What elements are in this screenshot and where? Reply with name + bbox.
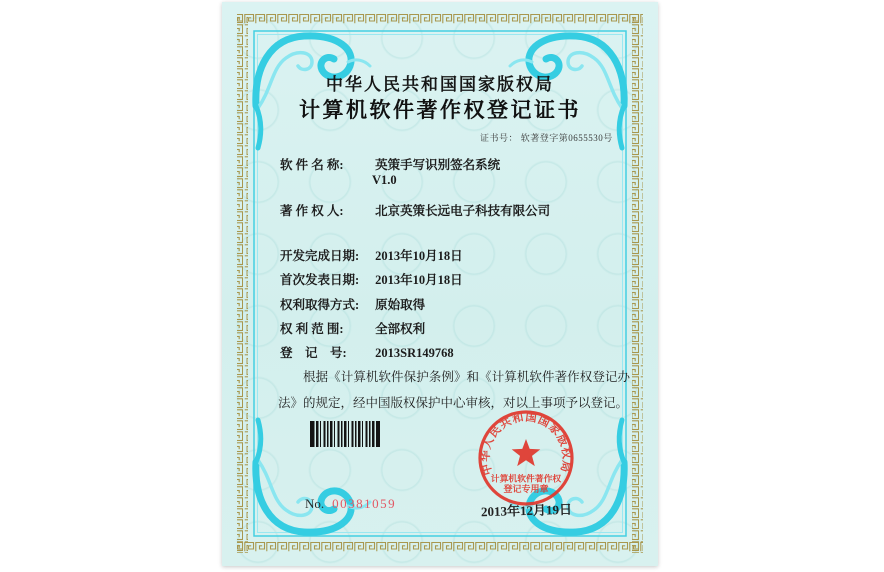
gold-border-top	[237, 14, 643, 25]
field-row-first-publish-date	[280, 270, 463, 288]
issue-date: 2013年12月19日	[480, 501, 573, 520]
field-row-rights-scope	[280, 319, 425, 337]
field-label: 著 作 权 人:	[280, 204, 344, 218]
field-row-software-name	[280, 155, 500, 173]
statement-paragraph: 根据《计算机软件保护条例》和《计算机软件著作权登记办法》的规定，经中国版权保护中心审核，对以上事项予以登记。	[278, 370, 630, 410]
issuer-title: 中华人民共和国国家版权局	[326, 75, 554, 94]
field-label: 权 利 范 围:	[280, 322, 344, 336]
barcode	[310, 421, 380, 447]
field-value: 2013年10月18日	[375, 273, 463, 287]
field-value: 2013SR149768	[375, 346, 454, 360]
serial-number: 00381059	[332, 496, 397, 511]
cert-number-line: 证书号： 软著登字第0655530号	[480, 133, 613, 143]
serial-label: No.	[305, 496, 325, 511]
seal-ring-text: 中华人民共和国国家版权局	[479, 411, 573, 477]
certificate-document	[222, 2, 658, 566]
serial-number-line	[305, 496, 396, 512]
seal-line2: 登记专用章	[503, 484, 549, 494]
field-label: 登 记 号:	[280, 346, 347, 360]
field-label: 权利取得方式:	[280, 298, 360, 312]
field-value: 2013年10月18日	[375, 249, 463, 263]
field-label: 首次发表日期:	[280, 273, 360, 287]
field-row-rights-acquisition	[280, 295, 425, 313]
field-value: 北京英策长远电子科技有限公司	[375, 204, 551, 218]
certificate-title: 计算机软件著作权登记证书	[299, 98, 581, 122]
field-label: 开发完成日期:	[280, 249, 360, 263]
seal-line1: 计算机软件著作权	[490, 473, 562, 484]
field-value: 原始取得	[375, 298, 426, 312]
field-label: 软 件 名 称:	[280, 158, 344, 172]
seal-star-icon	[512, 439, 541, 466]
gold-border-bottom	[237, 542, 643, 553]
field-row-copyright-owner	[280, 201, 550, 219]
field-value-version: V1.0	[372, 173, 397, 187]
field-value: 英策手写识别签名系统	[375, 158, 501, 172]
field-row-dev-complete-date	[280, 246, 463, 264]
field-row-registration-number	[280, 343, 454, 361]
field-value: 全部权利	[375, 322, 426, 336]
official-seal	[476, 408, 576, 508]
